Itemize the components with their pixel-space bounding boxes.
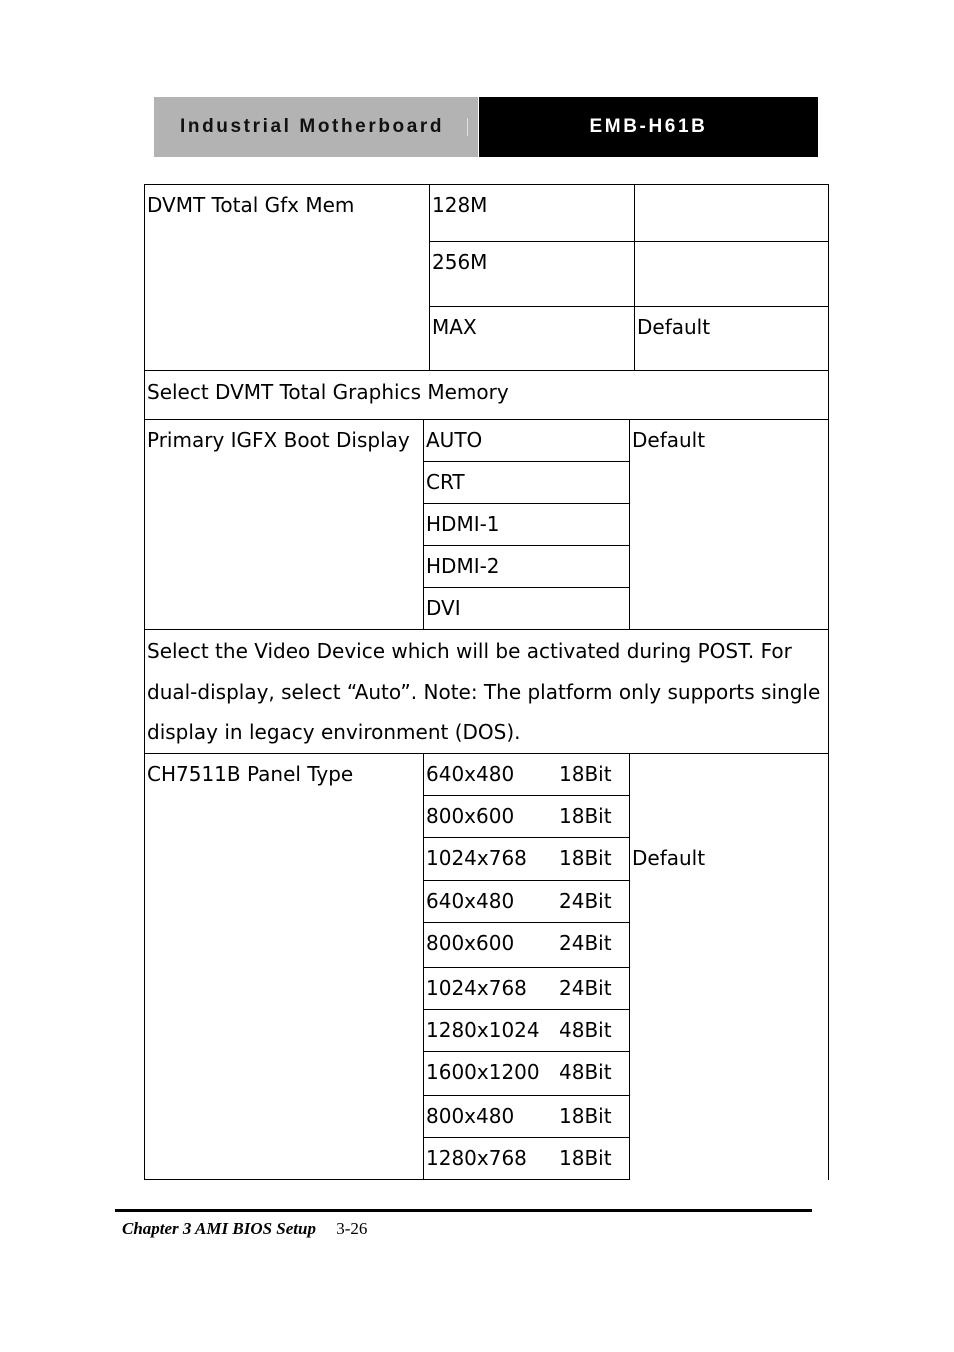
panel-option-depth: 24Bit — [559, 976, 612, 1000]
panel-default-note: Default — [632, 846, 706, 870]
table-rule-vertical — [634, 184, 635, 371]
dvmt-item-label: DVMT Total Gfx Mem — [147, 193, 355, 217]
panel-option-resolution: 800x600 — [426, 804, 515, 828]
page-footer — [122, 1218, 367, 1240]
table-rule-horizontal — [423, 461, 630, 462]
table-rule-horizontal — [423, 1051, 630, 1052]
header-product-line — [154, 97, 478, 157]
header-model: EMB-H61B — [479, 97, 818, 157]
dvmt-option: 256M — [432, 250, 488, 274]
footer-rule — [115, 1209, 812, 1212]
panel-option-depth: 24Bit — [559, 889, 612, 913]
panel-option-resolution: 1600x1200 — [426, 1060, 540, 1084]
panel-option-resolution: 1280x768 — [426, 1146, 527, 1170]
table-rule-horizontal — [423, 967, 630, 968]
table-rule-horizontal — [423, 922, 630, 923]
header-separator — [467, 118, 468, 136]
table-rule-horizontal — [423, 1095, 630, 1096]
table-rule-horizontal — [144, 1179, 630, 1180]
panel-option — [423, 967, 629, 1009]
panel-option-depth: 48Bit — [559, 1018, 612, 1042]
table-rule-horizontal — [423, 1137, 630, 1138]
panel-option — [423, 753, 629, 795]
panel-option-resolution: 640x480 — [426, 889, 515, 913]
panel-option-resolution: 800x600 — [426, 931, 515, 955]
igfx-description: Select the Video Device which will be activated during POST. For dual-display, select “Auto”. Note: The platform only supports single display in legacy environment (DOS). — [147, 639, 821, 744]
table-rule-horizontal — [429, 306, 829, 307]
panel-option-depth: 18Bit — [559, 762, 612, 786]
dvmt-option: MAX — [432, 315, 477, 339]
table-rule-horizontal — [423, 503, 630, 504]
panel-option-depth: 18Bit — [559, 1104, 612, 1128]
panel-option — [423, 1095, 629, 1137]
table-rule-horizontal — [423, 1009, 630, 1010]
table-rule-vertical — [429, 184, 430, 371]
panel-option-resolution: 800x480 — [426, 1104, 515, 1128]
panel-option — [423, 1051, 629, 1095]
dvmt-option-note — [634, 241, 828, 306]
igfx-default-note: Default — [632, 428, 706, 452]
dvmt-option-note: Default — [637, 315, 711, 339]
panel-option — [423, 922, 629, 967]
table-rule-horizontal — [423, 837, 630, 838]
panel-option-depth: 24Bit — [559, 931, 612, 955]
igfx-option: AUTO — [426, 428, 483, 452]
panel-option-depth: 18Bit — [559, 804, 612, 828]
panel-option — [423, 1009, 629, 1051]
panel-option — [423, 795, 629, 837]
panel-option — [423, 837, 629, 880]
panel-option — [423, 880, 629, 922]
igfx-option: DVI — [426, 596, 461, 620]
table-rule-horizontal — [423, 587, 630, 588]
dvmt-option: 128M — [432, 193, 488, 217]
table-rule-vertical — [828, 184, 829, 1180]
panel-option-resolution: 1024x768 — [426, 976, 527, 1000]
table-rule-horizontal — [429, 241, 829, 242]
table-rule-horizontal — [144, 184, 829, 185]
footer-page-number: 3-26 — [336, 1219, 368, 1238]
table-rule-horizontal — [423, 795, 630, 796]
panel-option-resolution: 1280x1024 — [426, 1018, 540, 1042]
panel-item-label: CH7511B Panel Type — [147, 762, 354, 786]
panel-option-depth: 48Bit — [559, 1060, 612, 1084]
header-product-line-text: Industrial Motherboard — [180, 116, 445, 137]
dvmt-option-note — [634, 184, 828, 241]
table-rule-horizontal — [423, 545, 630, 546]
igfx-option: HDMI-2 — [426, 554, 500, 578]
table-rule-vertical — [629, 753, 630, 1180]
panel-option-resolution: 1024x768 — [426, 846, 527, 870]
dvmt-description: Select DVMT Total Graphics Memory — [147, 380, 509, 404]
panel-option-depth: 18Bit — [559, 1146, 612, 1170]
table-rule-horizontal — [144, 629, 829, 630]
panel-option-resolution: 640x480 — [426, 762, 515, 786]
panel-option-depth: 18Bit — [559, 846, 612, 870]
igfx-option: CRT — [426, 470, 465, 494]
table-rule-vertical — [423, 753, 424, 1180]
footer-chapter: Chapter 3 AMI BIOS Setup — [122, 1219, 316, 1238]
table-rule-horizontal — [423, 880, 630, 881]
igfx-option: HDMI-1 — [426, 512, 500, 536]
igfx-item-label: Primary IGFX Boot Display — [147, 428, 410, 452]
panel-option — [423, 1137, 629, 1179]
table-rule-vertical — [423, 419, 424, 630]
table-rule-vertical — [629, 419, 630, 630]
